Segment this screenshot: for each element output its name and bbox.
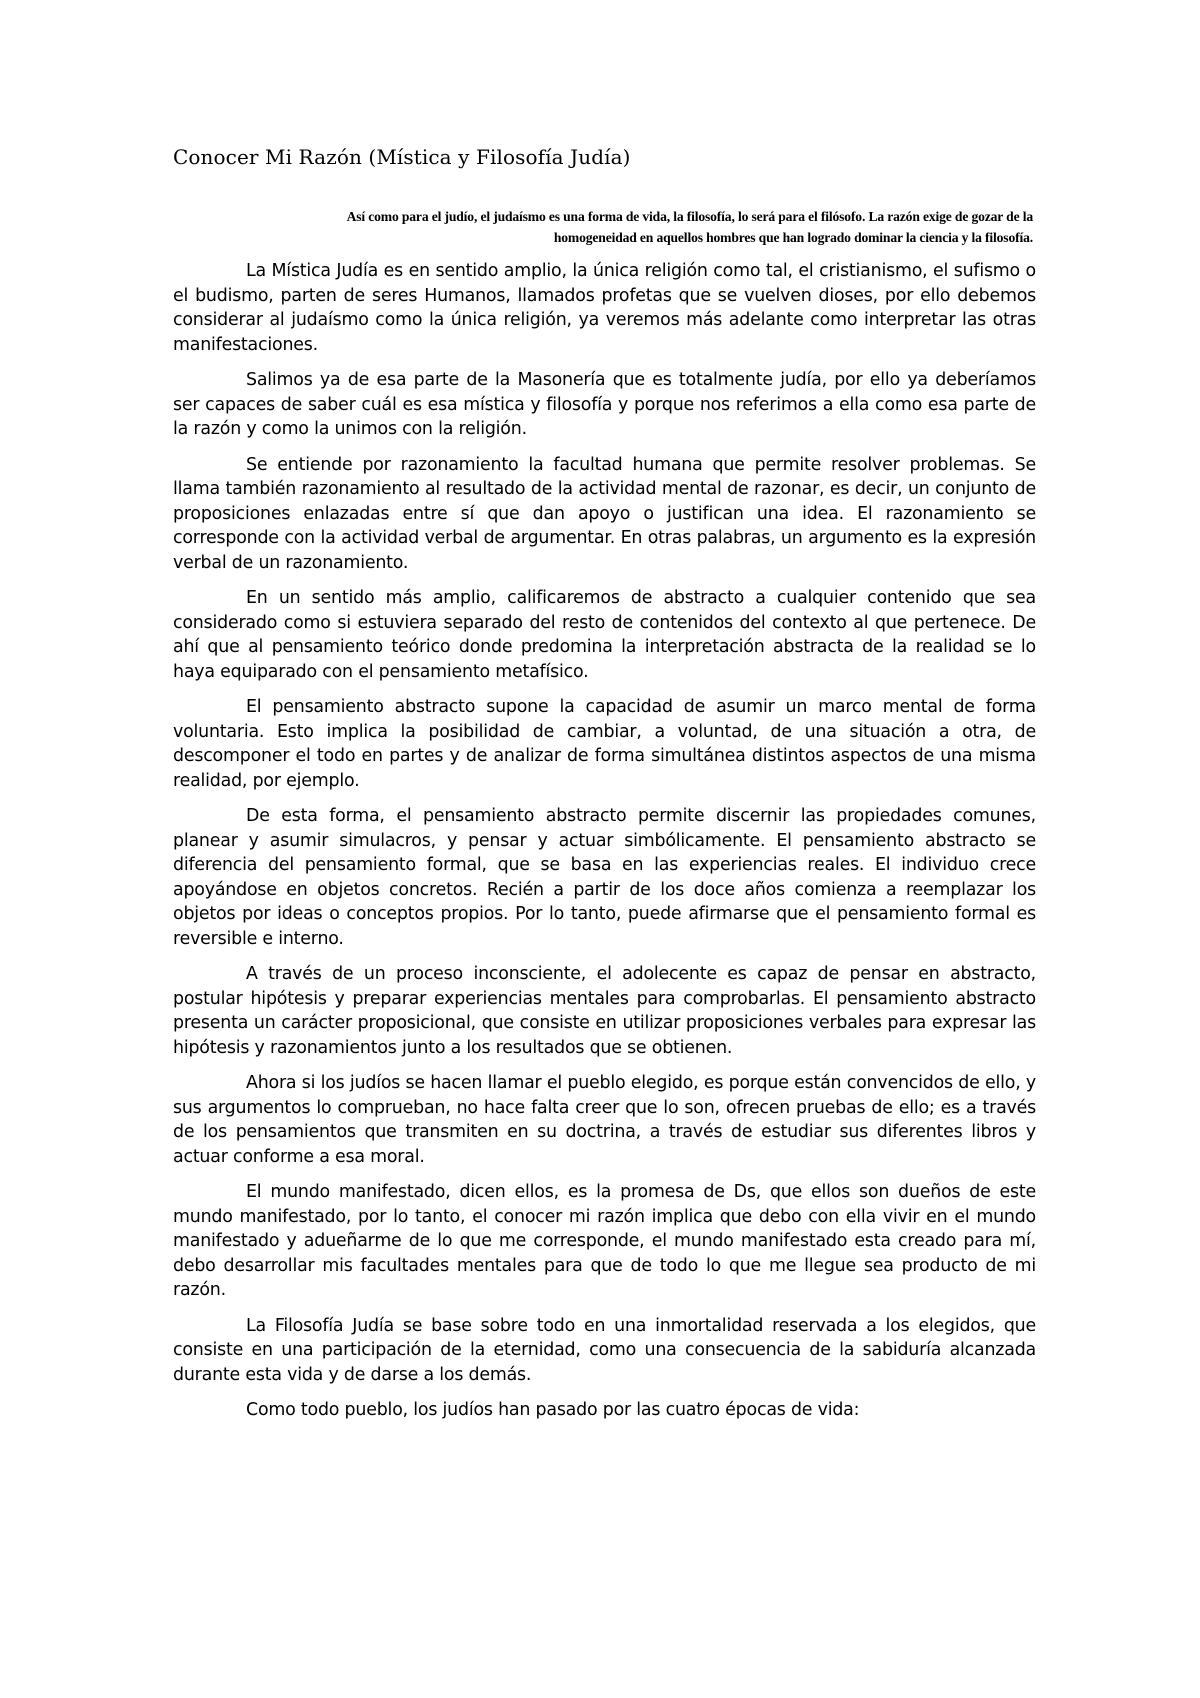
paragraph: A través de un proceso inconsciente, el adolecente es capaz de pensar en abstracto, postular hipótesis y preparar experiencias mentales para comprobarlas. El pensamiento abstracto presenta un carácter proposicional, que consiste en utilizar proposiciones verbales para expresar las hipótesis y razonamientos junto a los resultados que se obtienen.	[173, 964, 1036, 1058]
paragraph: Se entiende por razonamiento la facultad humana que permite resolver problemas. Se llama también razonamiento al resultado de la actividad mental de razonar, es decir, un conjunto de proposiciones enlazadas entre sí que dan apoyo o justifican una idea. El razonamiento se corresponde con la actividad verbal de argumentar. En otras palabras, un argumento es la expresión verbal de un razonamiento.	[173, 454, 1036, 573]
paragraph: Como todo pueblo, los judíos han pasado por las cuatro épocas de vida:	[246, 1400, 860, 1420]
document-title: Conocer Mi Razón (Mística y Filosofía Judía)	[173, 145, 631, 169]
paragraph: La Mística Judía es en sentido amplio, la única religión como tal, el cristianismo, el sufismo o el budismo, parten de seres Humanos, llamados profetas que se vuelven dioses, por ello debemos considerar al judaísmo como la única religión, ya veremos más adelante como interpretar las otras manifestaciones.	[173, 261, 1036, 355]
paragraph: El pensamiento abstracto supone la capacidad de asumir un marco mental de forma voluntaria. Esto implica la posibilidad de cambiar, a voluntad, de una situación a otra, de descomponer el todo en partes y de analizar de forma simultánea distintos aspectos de una misma realidad, por ejemplo.	[173, 697, 1036, 791]
paragraph: La Filosofía Judía se base sobre todo en una inmortalidad reservada a los elegidos, que consiste en una participación de la eternidad, como una consecuencia de la sabiduría alcanzada durante esta vida y de darse a los demás.	[173, 1315, 1036, 1385]
document-body	[173, 259, 1036, 1434]
paragraph: Salimos ya de esa parte de la Masonería que es totalmente judía, por ello ya deberíamos ser capaces de saber cuál es esa mística y filosofía y porque nos referimos a ella como esa parte de la razón y como la unimos con la religión.	[173, 370, 1036, 439]
paragraph: De esta forma, el pensamiento abstracto permite discernir las propiedades comunes, planear y asumir simulacros, y pensar y actuar simbólicamente. El pensamiento abstracto se diferencia del pensamiento formal, que se basa en las experiencias reales. El individuo crece apoyándose en objetos concretos. Recién a partir de los doce años comienza a reemplazar los objetos por ideas o conceptos propios. Por lo tanto, puede afirmarse que el pensamiento formal es reversible e interno.	[173, 806, 1036, 949]
paragraph: El mundo manifestado, dicen ellos, es la promesa de Ds, que ellos son dueños de este mundo manifestado, por lo tanto, el conocer mi razón implica que debo con ella vivir en el mundo manifestado y adueñarme de lo que me corresponde, el mundo manifestado esta creado para mí, debo desarrollar mis facultades mentales para que de todo lo que me llegue sea producto de mi razón.	[173, 1182, 1036, 1300]
paragraph: En un sentido más amplio, calificaremos de abstracto a cualquier contenido que sea considerado como si estuviera separado del resto de contenidos del contexto al que pertenece. De ahí que al pensamiento teórico donde predomina la interpretación abstracta de la realidad se lo haya equiparado con el pensamiento metafísico.	[173, 588, 1036, 682]
paragraph: Ahora si los judíos se hacen llamar el pueblo elegido, es porque están convencidos de ello, y sus argumentos lo comprueban, no hace falta creer que lo son, ofrecen pruebas de ello; es a través de los pensamientos que transmiten en su doctrina, a través de estudiar sus diferentes libros y actuar conforme a esa moral.	[173, 1073, 1036, 1167]
epigraph: Así como para el judío, el judaísmo es una forma de vida, la filosofía, lo será para el filósofo. La razón exige de gozar de la homogeneidad en aquellos hombres que han logrado dominar la ciencia y la filosofía.	[346, 209, 1033, 245]
